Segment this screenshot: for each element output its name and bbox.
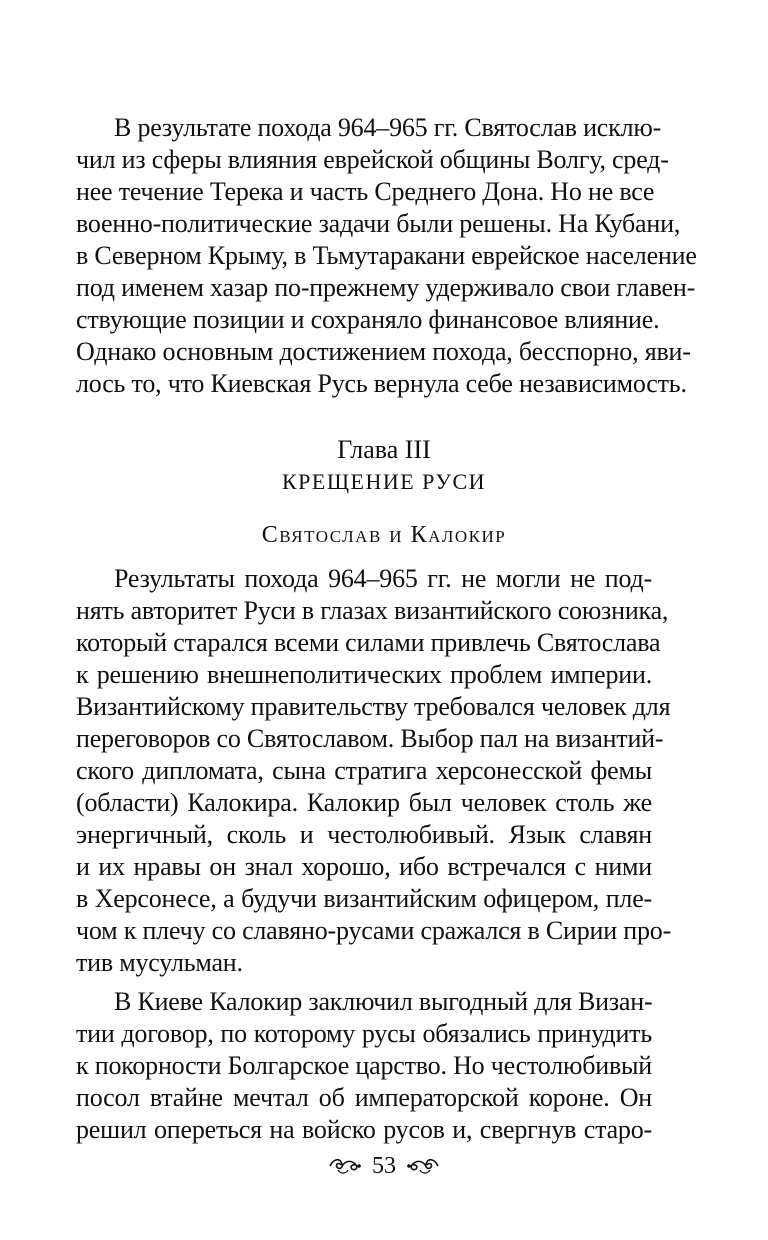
text-line: Однако основным достижением похода, бесспорно, яви- xyxy=(76,337,691,366)
text-line: переговоров со Святославом. Выбор пал на византий- xyxy=(76,724,664,753)
text-line: В результате похода 964–965 гг. Святослав исклю- xyxy=(114,113,662,142)
scroll-ornament-icon xyxy=(406,1155,440,1177)
chapter-title: КРЕЩЕНИЕ РУСИ xyxy=(281,469,487,494)
text-line: Результаты похода 964–965 гг. не могли не под- xyxy=(114,564,652,593)
text-line: чил из сферы влияния еврейской общины Волгу, сред- xyxy=(76,145,669,174)
text-line: чом к плечу со славяно-русами сражался в Сирии про- xyxy=(76,916,672,945)
text-line: в Северном Крыму, в Тьмутаракани еврейское население xyxy=(76,241,697,270)
text-line: нее течение Терека и часть Среднего Дона. Но не все xyxy=(76,177,655,206)
text-line: (области) Калокира. Калокир был человек столь же xyxy=(76,788,652,817)
section-title: Святослав и Калокир xyxy=(261,522,507,548)
text-line: ского дипломата, сына стратига херсонесской фемы xyxy=(76,756,652,785)
chapter-number: Глава III xyxy=(337,435,431,464)
text-line: посол втайне мечтал об императорской короне. Он xyxy=(76,1083,652,1112)
text-line: к покорности Болгарское царство. Но честолюбивый xyxy=(76,1051,653,1080)
text-line: лось то, что Киевская Русь вернула себе независимость. xyxy=(76,369,687,398)
text-line: военно-политические задачи были решены. На Кубани, xyxy=(76,209,681,238)
text-line: ствующие позиции и сохраняло финансовое влияние. xyxy=(76,305,660,334)
text-line: и их нравы он знал хорошо, ибо встречался с ними xyxy=(76,852,652,881)
page-number: 53 xyxy=(372,1153,396,1179)
text-line: решил опереться на войско русов и, свергнув старо- xyxy=(76,1115,652,1144)
text-line: Византийскому правительству требовался человек для xyxy=(76,692,671,721)
text-line: В Киеве Калокир заключил выгодный для Визан- xyxy=(114,987,653,1016)
text-line: тив мусульман. xyxy=(76,948,243,977)
text-line: который старался всеми силами привлечь Святослава xyxy=(76,628,661,657)
text-line: энергичный, сколь и честолюбивый. Язык славян xyxy=(76,820,652,849)
scroll-ornament-icon xyxy=(328,1155,362,1177)
text-line: под именем хазар по-прежнему удерживало свои главен- xyxy=(76,273,696,302)
page-footer xyxy=(0,1150,768,1182)
text-line: нять авторитет Руси в глазах византийского союзника, xyxy=(76,596,669,625)
text-line: тии договор, по которому русы обязались принудить xyxy=(76,1019,652,1048)
text-line: к решению внешнеполитических проблем империи. xyxy=(76,660,652,689)
text-line: в Херсонесе, а будучи византийским офицером, пле- xyxy=(76,884,652,913)
